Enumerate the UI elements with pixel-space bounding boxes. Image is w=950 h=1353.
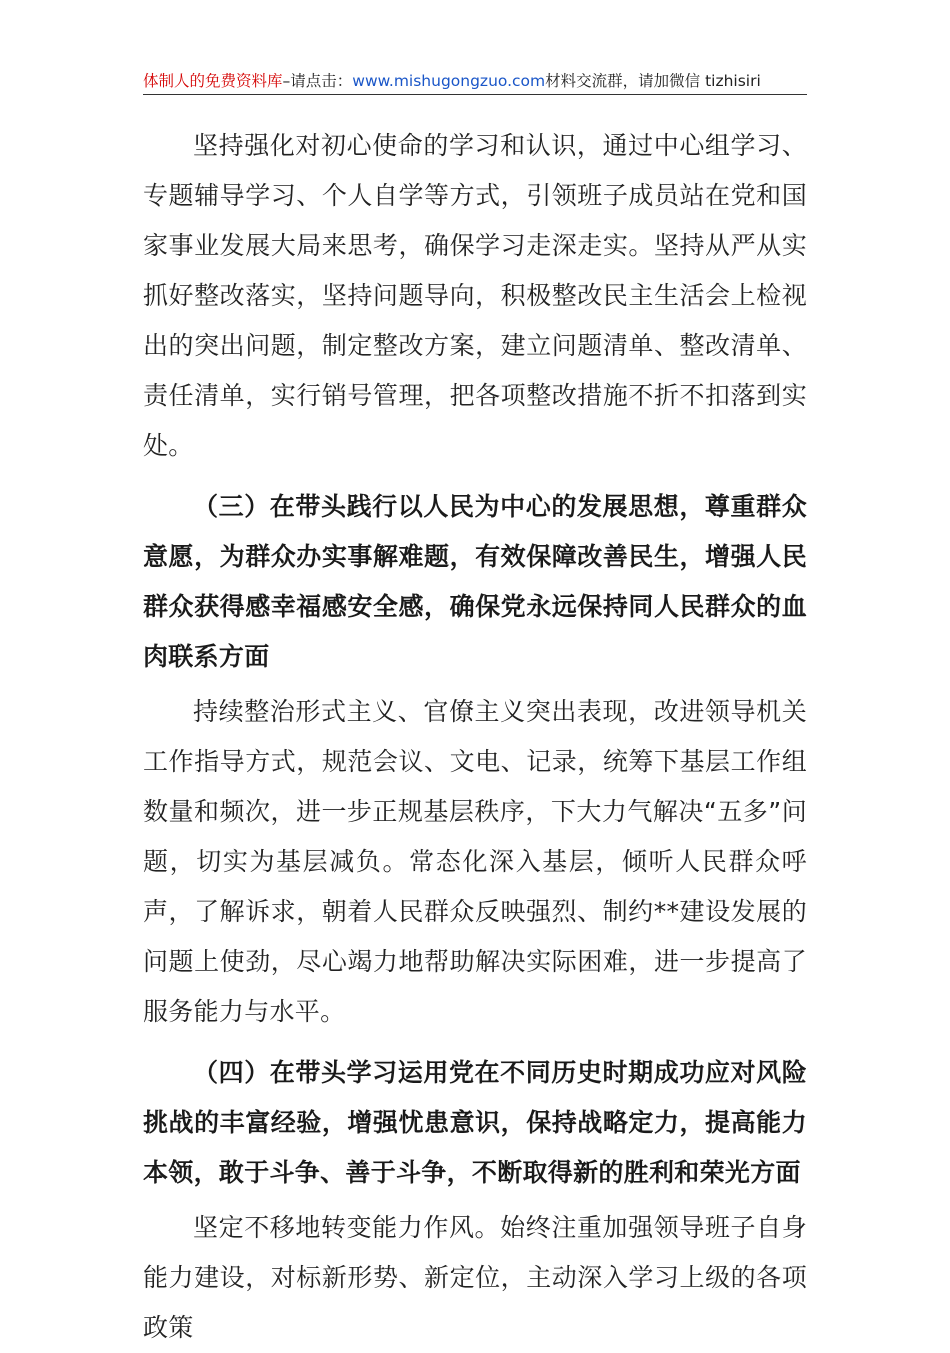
paragraph-study-rectification: 坚持强化对初心使命的学习和认识，通过中心组学习、专题辅导学习、个人自学等方式，引领班子成员站在党和国家事业发展大局来思考，确保学习走深走实。坚持从严从实抓好整改落实，坚持问题导向，积极整改民主生活会上检视出的突出问题，制定整改方案，建立问题清单、整改清单、责任清单，实行销号管理，把各项整改措施不折不扣落到实处。 [143,131,807,460]
header-url-link[interactable]: www.mishugongzuo.com [352,72,546,90]
section-heading-3: （三）在带头践行以人民为中心的发展思想，尊重群众意愿，为群众办实事解难题，有效保障改善民生，增强人民群众获得感幸福感安全感，确保党永远保持同人民群众的血肉联系方面 [143,492,807,671]
paragraph-reduce-burden: 持续整治形式主义、官僚主义突出表现，改进领导机关工作指导方式，规范会议、文电、记录，统筹下基层工作组数量和频次，进一步正规基层秩序，下大力气解决“五多”问题，切实为基层减负。常态化深入基层，倾听人民群众呼声，了解诉求，朝着人民群众反映强烈、制约**建设发展的问题上使劲，尽心竭力地帮助解决实际困难，进一步提高了服务能力与水平。 [143,697,807,1026]
document-body [143,121,807,1353]
section-heading-4: （四）在带头学习运用党在不同历史时期成功应对风险挑战的丰富经验，增强忧患意识，保持战略定力，提高能力本领，敢于斗争、善于斗争，不断取得新的胜利和荣光方面 [143,1058,807,1187]
header-wechat-note: 材料交流群，请加微信 tizhisiri [545,72,761,90]
header-brand: 体制人的免费资料库 [143,72,283,90]
header-divider [143,94,807,95]
paragraph-capability-style: 坚定不移地转变能力作风。始终注重加强领导班子自身能力建设，对标新形势、新定位，主动深入学习上级的各项政策 [143,1213,807,1342]
header-click-prompt: –请点击： [282,72,353,90]
page-header [143,68,807,94]
